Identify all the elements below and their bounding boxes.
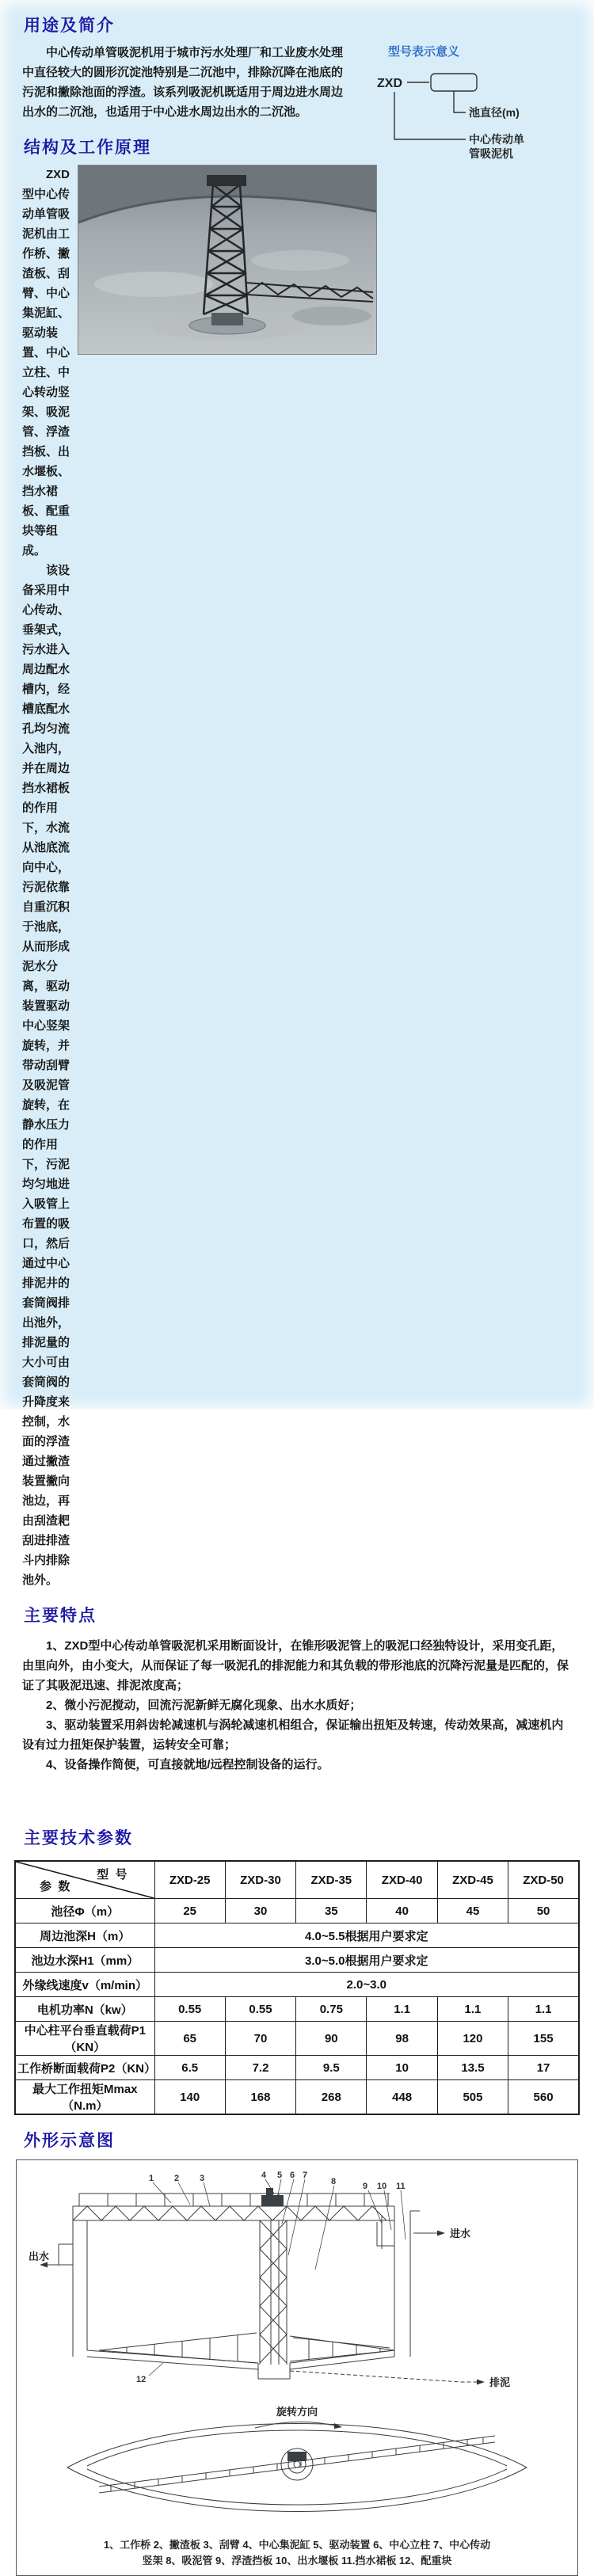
spec-cell: 155 (508, 2022, 579, 2056)
model-column-header: ZXD-35 (296, 1861, 367, 1899)
features-section (0, 1627, 594, 1775)
specs-header-row (15, 1861, 579, 1899)
spec-cell: 10 (367, 2056, 437, 2080)
diagonal-divider (16, 1862, 154, 1898)
callout-11: 11 (396, 2182, 406, 2191)
section-title-structure: 结构及工作原理 (24, 139, 151, 157)
plan-view-drawing (24, 2404, 570, 2531)
model-callout-machine-line2: 管吸泥机 (469, 147, 513, 160)
specs-table (14, 1860, 580, 2115)
spec-cell: 70 (225, 2022, 295, 2056)
spec-cell: 98 (367, 2022, 437, 2056)
spec-row-label: 外缘线速度v（m/min） (15, 1973, 154, 1997)
spec-cell: 90 (296, 2022, 367, 2056)
plan-line-work (67, 2422, 527, 2511)
sludge-arrow-icon (477, 2380, 485, 2385)
spec-row-label: 电机功率N（kw） (15, 1997, 154, 2022)
model-column-header: ZXD-40 (367, 1861, 437, 1899)
spec-cell: 40 (367, 1899, 437, 1923)
spec-row-label: 池径Φ（m） (15, 1899, 154, 1923)
outflow-label: 出水 (29, 2251, 50, 2262)
elevation-line-work (40, 2179, 485, 2385)
spec-cell: 1.1 (508, 1997, 579, 2022)
elevation-drawing (24, 2167, 570, 2404)
callout-5: 5 (277, 2171, 283, 2180)
spec-cell: 0.55 (225, 1997, 295, 2022)
spec-cell: 268 (296, 2080, 367, 2115)
inflow-arrow-icon (437, 2231, 445, 2236)
spec-cell: 50 (508, 1899, 579, 1923)
model-column-header: ZXD-50 (508, 1861, 579, 1899)
spec-row-speed (15, 1973, 579, 1997)
spec-cell-merged: 2.0~3.0 (154, 1973, 579, 1997)
callout-7: 7 (303, 2171, 308, 2180)
spec-row-diameter (15, 1899, 579, 1923)
spec-cell: 0.55 (154, 1997, 225, 2022)
feature-item-4: 4、设备操作简便，可直接就地/远程控制设备的运行。 (46, 1758, 329, 1771)
feature-item-2: 2、微小污泥搅动，回流污泥新鲜无腐化现象、出水水质好； (46, 1699, 362, 1712)
structure-section (0, 158, 352, 1590)
rotation-arrow-icon (334, 2423, 342, 2429)
spec-cell: 560 (508, 2080, 579, 2115)
section-title-intro: 用途及简介 (24, 17, 115, 35)
model-callout-pool-diameter: 池直径(m) (469, 106, 520, 119)
spec-row-p1-load (15, 2022, 579, 2056)
callout-3: 3 (200, 2174, 205, 2183)
corner-label-param: 参 数 (40, 1880, 70, 1893)
spec-cell: 1.1 (437, 1997, 508, 2022)
model-diagram-title: 型号表示意义 (388, 45, 460, 59)
model-designation-diagram (358, 43, 573, 163)
outflow-arrow-icon (40, 2262, 48, 2268)
spec-cell: 505 (437, 2080, 508, 2115)
structure-paragraph-2: 该设备采用中心传动、垂架式，污水进入周边配水槽内，经槽底配水孔均匀流入池内，并在周边挡水裙板的作用下，水流从池底流向中心，污泥依靠自重沉积于池底，从而形成泥水分离，驱动装置驱动中心竖架旋转，并带动刮臂及吸泥管旋转，在静水压力的作用下，污泥均匀地进入吸管上布置的吸口，然后通过中心排泥井的套筒阀排出池外，排泥量的大小可由套筒阀的升降度来控制，水面的浮渣通过撇渣装置撇向池边，再由刮渣耙刮进排渣斗内排除池外。 (22, 564, 70, 1587)
spec-row-label: 中心柱平台垂直载荷P1（KN） (15, 2022, 154, 2056)
caption-line-1: 1、工作桥 2、撇渣板 3、刮臂 4、中心集泥缸 5、驱动装置 6、中心立柱 7、中心传动 (103, 2539, 491, 2551)
drawing-caption (17, 2537, 577, 2569)
spec-row-water-depth (15, 1948, 579, 1973)
spec-cell: 448 (367, 2080, 437, 2115)
model-column-header: ZXD-30 (225, 1861, 295, 1899)
corner-label-model: 型 号 (97, 1868, 128, 1882)
spec-row-label: 池边水深H1（mm） (15, 1948, 154, 1973)
spec-cell: 168 (225, 2080, 295, 2115)
callout-6: 6 (290, 2171, 295, 2180)
spec-cell: 120 (437, 2022, 508, 2056)
spec-cell: 1.1 (367, 1997, 437, 2022)
spec-row-depth (15, 1923, 579, 1948)
section-title-specs: 主要技术参数 (24, 1829, 133, 1847)
spec-cell: 0.75 (296, 1997, 367, 2022)
spec-cell: 25 (154, 1899, 225, 1923)
table-corner-cell (15, 1861, 154, 1899)
callout-2: 2 (174, 2174, 180, 2183)
intro-paragraph: 中心传动单管吸泥机用于城市污水处理厂和工业废水处理中直径较大的圆形沉淀池特别是二沉池中，排除沉降在池底的污泥和撇除池面的浮渣。该系列吸泥机既适用于周边进水周边出水的二沉池，也适用于中心进水周边出水的二沉池。 (22, 46, 344, 119)
section-title-features: 主要特点 (24, 1607, 97, 1625)
spec-cell: 7.2 (225, 2056, 295, 2080)
spec-cell: 35 (296, 1899, 367, 1923)
equipment-photo-image (78, 165, 377, 355)
callout-8: 8 (331, 2177, 337, 2186)
spec-cell: 30 (225, 1899, 295, 1923)
model-callout-machine-line1: 中心传动单 (469, 133, 524, 146)
spec-cell: 13.5 (437, 2056, 508, 2080)
spec-cell: 6.5 (154, 2056, 225, 2080)
spec-cell: 65 (154, 2022, 225, 2056)
callout-12: 12 (136, 2375, 147, 2384)
spec-row-p2-load (15, 2056, 579, 2080)
structure-paragraph-1: ZXD型中心传动单管吸泥机由工作桥、撇渣板、刮臂、中心集泥缸、驱动装置、中心立柱、中心转动竖架、吸泥管、浮渣挡板、出水堰板、挡水裙板、配重块等组成。 (22, 168, 70, 557)
model-diagram-svg (358, 43, 573, 163)
spec-cell: 140 (154, 2080, 225, 2115)
spec-cell: 45 (437, 1899, 508, 1923)
spec-cell: 17 (508, 2056, 579, 2080)
feature-item-3: 3、驱动装置采用斜齿轮减速机与涡轮减速机相组合，保证输出扭矩及转速，传动效果高，减速机内设有过力扭矩保护装置，运转安全可靠； (22, 1718, 564, 1752)
equipment-photo (78, 165, 377, 1590)
callout-1: 1 (149, 2174, 154, 2183)
callout-10: 10 (377, 2182, 387, 2191)
sludge-label: 排泥 (489, 2376, 511, 2388)
spec-cell: 9.5 (296, 2056, 367, 2080)
model-prefix-text: ZXD (377, 77, 402, 90)
rotation-direction-label: 旋转方向 (276, 2406, 318, 2418)
structure-text-column (22, 165, 70, 1590)
model-column-header: ZXD-45 (437, 1861, 508, 1899)
callout-9: 9 (363, 2182, 368, 2191)
model-diagram-lines (394, 74, 477, 139)
inflow-label: 进水 (450, 2228, 471, 2239)
spec-row-label: 周边池深H（m） (15, 1923, 154, 1948)
spec-cell-merged: 3.0~5.0根据用户要求定 (154, 1948, 579, 1973)
callout-4: 4 (261, 2171, 267, 2180)
spec-row-label: 工作桥断面载荷P2（KN） (15, 2056, 154, 2080)
outline-drawing-box (16, 2159, 578, 2576)
caption-line-2: 竖架 8、吸泥管 9、浮渣挡板 10、出水堰板 11.挡水裙板 12、配重块 (142, 2555, 452, 2566)
section-title-outline: 外形示意图 (24, 2132, 115, 2150)
spec-row-motor-power (15, 1997, 579, 2022)
model-column-header: ZXD-25 (154, 1861, 225, 1899)
spec-row-label: 最大工作扭矩Mmax（N.m） (15, 2080, 154, 2115)
spec-cell-merged: 4.0~5.5根据用户要求定 (154, 1923, 579, 1948)
feature-item-1: 1、ZXD型中心传动单管吸泥机采用断面设计，在锥形吸泥管上的吸泥口经独特设计，采用变孔距，由里向外，由小变大，从而保证了每一吸泥孔的排泥能力和其负载的带形池底的沉降污泥量是匹配的，保证了其吸泥迅速、排泥浓度高； (22, 1639, 569, 1692)
spec-row-max-torque (15, 2080, 579, 2115)
